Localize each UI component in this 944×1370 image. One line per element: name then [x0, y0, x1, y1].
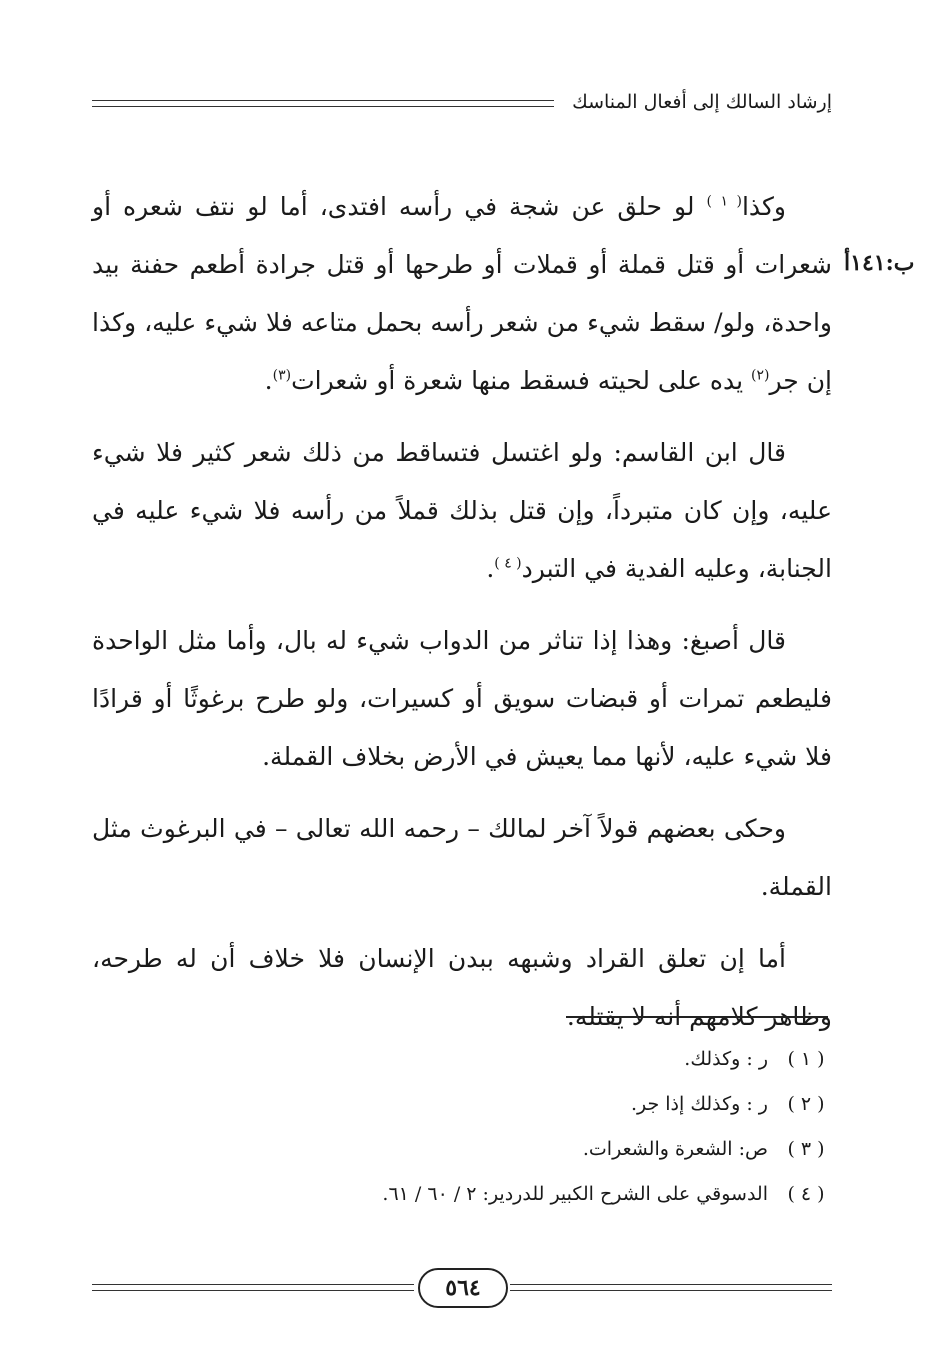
paragraph-4: وحكى بعضهم قولاً آخر لمالك – رحمه الله تعالى – في البرغوث مثل القملة.: [92, 814, 832, 901]
main-text: [92, 178, 832, 1060]
page-footer: [92, 1268, 832, 1308]
footnote-2: ( ٢ )ر : وكذلك إذا جر.: [630, 1093, 825, 1115]
footnote-ref-3[interactable]: (٣): [272, 367, 292, 384]
paragraph-1: وكذا$^{( ١ )}$ لو حلق عن شجة في رأسه افتدى، أما لو نتف شعره أو شعرات أو قتل قملة أو قملات أو طرحها أو قتل جرادة أطعم حفنة بيد واحدة، ولو/ سقط شيء من شعر رأسه بحمل متاعه فلا شيء عليه، وكذا إن جر$^{(٢)}$ يده على لحيته فسقط منها شعرة أو شعرات$^{(٣)}$.: [92, 192, 832, 395]
page-number: ٥٦٤: [418, 1268, 508, 1308]
header-rule: [92, 100, 554, 107]
footnote-ref-1[interactable]: ( ١ ): [706, 193, 742, 210]
footnote-ref-2[interactable]: (٢): [751, 367, 770, 384]
paragraph-3: قال أصبغ: وهذا إذا تناثر من الدواب شيء له بال، وأما مثل الواحدة فليطعم تمرات أو قبضات سويق أو كسيرات، ولو طرح برغوثًا أو قرادًا فلا شيء عليه، لأنها مما يعيش في الأرض بخلاف القملة.: [92, 626, 832, 771]
footnotes: [92, 1040, 832, 1220]
footnote-separator: [566, 1016, 828, 1018]
footnote-4: ( ٤ )الدسوقي على الشرح الكبير للدردير: ٢ / ٦٠ / ٦١.: [382, 1183, 825, 1205]
book-title: إرشاد السالك إلى أفعال المناسك: [572, 91, 832, 113]
footer-rule-left: [92, 1284, 414, 1291]
paragraph-5: أما إن تعلق القراد وشبهه ببدن الإنسان فلا خلاف أن له طرحه، وظاهر كلامهم أنه لا يقتله.: [92, 944, 832, 1031]
footer-rule-right: [510, 1284, 832, 1291]
footnote-ref-4[interactable]: ( ٤ ): [494, 555, 522, 572]
footnote-3: ( ٣ )ص: الشعرة والشعرات.: [582, 1138, 825, 1160]
running-header: [92, 88, 832, 118]
paragraph-2: قال ابن القاسم: ولو اغتسل فتساقط من ذلك شعر كثير فلا شيء عليه، وإن كان متبرداً، وإن قتل بذلك قملاً من رأسه فلا شيء عليه في الجنابة، وعليه الفدية في التبرد$^{( ٤ )}$.: [92, 438, 832, 583]
manuscript-folio-note: ب:١٤١أ: [844, 250, 915, 276]
footnote-1: ( ١ )ر : وكذلك.: [684, 1048, 825, 1070]
